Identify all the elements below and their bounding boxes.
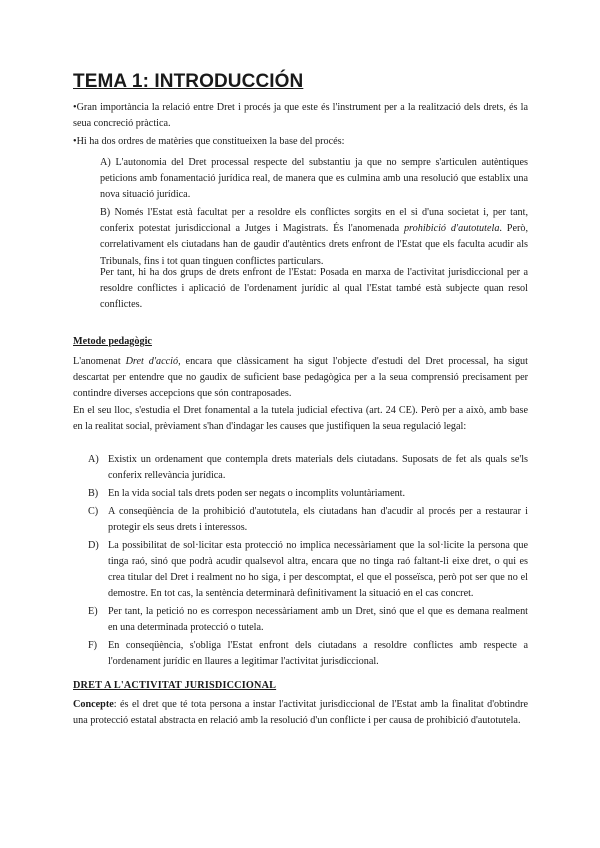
subparagraph-b bbox=[100, 205, 528, 270]
list-item-text: Existix un ordenament que contempla drets materials dels ciutadans. Suposats de fet als quals se'ls conferix rellevància jurídica. bbox=[108, 454, 528, 482]
list-item-text: En conseqüència, s'obliga l'Estat enfront dels ciutadans a resoldre conflictes amb respecte a l'ordenament jurídic en llaures a legitimar l'activitat jurisdiccional. bbox=[108, 639, 528, 667]
concept-paragraph bbox=[73, 697, 528, 729]
list-item bbox=[88, 604, 528, 636]
list-item-text: A conseqüència de la prohibició d'autotutela, els ciutadans han d'acudir al procés per a restaurar i protegir els seus drets i interessos. bbox=[108, 505, 528, 533]
text-run: , encara que clàssicament ha sigut l'objecte d'estudi del Dret processal, ha sigut descartat per entendre que no gaudix de suficient base pedagògica per a la seua comprensió precisament per contindre diverses accepcions que són contraposades. bbox=[73, 356, 528, 400]
italic-term: Dret d'acció bbox=[125, 356, 179, 367]
list-letter: A) bbox=[88, 454, 99, 465]
list-item-text: Per tant, la petició no es correspon necessàriament amb un Dret, sinó que el que es demana realment en una determinada protecció o tutela. bbox=[108, 605, 528, 634]
subparagraph-c: Per tant, hi ha dos grups de drets enfront de l'Estat: Posada en marxa de l'activitat jurisdiccional per a resoldre conflictes i aplicació de l'ordenament jurídic al qual l'Estat també està subjecte quan resol conflictes. bbox=[100, 267, 528, 311]
list-item-text: En la vida social tals drets poden ser negats o incomplits voluntàriament. bbox=[108, 487, 406, 499]
concept-label: Concepte bbox=[73, 699, 114, 710]
bullet-paragraph: •Hi ha dos ordres de matèries que constitueixen la base del procés: bbox=[73, 136, 345, 147]
list-item bbox=[88, 538, 528, 603]
list-item bbox=[88, 486, 528, 502]
subparagraph-a: A) L'autonomia del Dret processal respecte del substantiu ja que no sempre s'articulen autèntiques peticions amb fonamentació jurídica real, de manera que es culmina amb una resolució que establix una nova situació jurídica. bbox=[100, 157, 528, 201]
text-run: B) Només l'Estat està facultat per a resoldre els conflictes sorgits en el si d'una societat i, per tant, conferix potestat jurisdiccional a Jutges i Magistrats. És l'anomenada bbox=[100, 207, 528, 235]
list-letter: D) bbox=[88, 539, 99, 551]
list-item bbox=[88, 452, 528, 484]
body-paragraph: En el seu lloc, s'estudia el Dret fonamental a la tutela judicial efectiva (art. 24 CE). Però per a això, amb base en la realitat social, prèviament s'han d'indagar les causes que justifiquen la seua regulació legal: bbox=[73, 405, 528, 433]
body-paragraph bbox=[73, 354, 528, 403]
list-letter: B) bbox=[88, 487, 99, 499]
section-heading: DRET A L'ACTIVITAT JURISDICCIONAL bbox=[73, 680, 277, 691]
section-heading: Metode pedagògic bbox=[73, 336, 152, 347]
bullet-paragraph: •Gran importància la relació entre Dret i procés ja que este és l'instrument per a la realització dels drets, és la seua concreció pràctica. bbox=[73, 102, 528, 130]
text-run: . Però, correlativament els ciutadans han de gaudir d'autèntics drets enfront de l'Estat que els faculta acudir als Tribunals, fins i tot quan tinguen conflictes particulars. bbox=[100, 223, 528, 267]
list-item bbox=[88, 638, 528, 670]
list-item bbox=[88, 504, 528, 536]
text-run: : és el dret que té tota persona a instar l'activitat jurisdiccional de l'Estat amb la finalitat d'obtindre una protecció estatal abstracta en relació amb la resolució d'un conflicte i per causa de prohibició d'autotutela. bbox=[73, 699, 528, 727]
list-item-text: La possibilitat de sol·licitar esta protecció no implica necessàriament que la sol·licite la persona que tinga raó, sinó que podrà acudir qualsevol altra, encara que no tinga raó faltant-li eixe dret, o qui es crea titular del Dret i realment no ho siga, i per descomptat, el que el posseïsca, però pot ser que no el demostre. En tot cas, la sentència determinarà definitivament la situació en el cas concret. bbox=[108, 539, 528, 600]
page-title: TEMA 1: INTRODUCCIÓN bbox=[73, 71, 304, 92]
italic-term: prohibició d'autotutela bbox=[403, 223, 500, 235]
text-run: L'anomenat bbox=[73, 356, 126, 367]
list-letter: E) bbox=[88, 605, 98, 617]
list-letter: C) bbox=[88, 505, 99, 517]
cause-list bbox=[88, 452, 528, 672]
list-letter: F) bbox=[88, 639, 98, 651]
